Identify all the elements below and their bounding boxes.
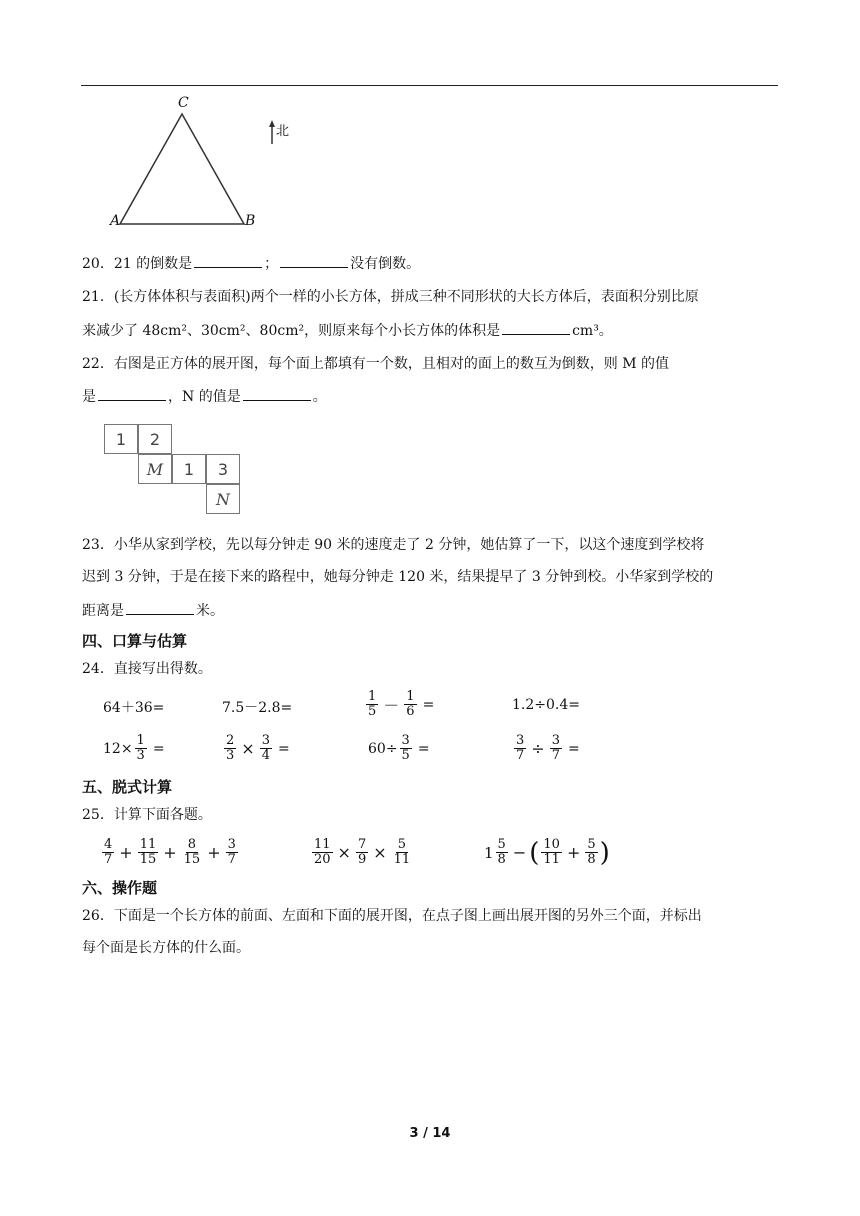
section-6-title: 六、操作题 <box>82 879 158 897</box>
oral-item-1: 64＋36= <box>103 700 165 716</box>
fraction: $\frac{11}{20}$ <box>314 837 331 867</box>
vertex-c-label: C <box>178 95 189 111</box>
equals: = <box>567 740 580 757</box>
question-23-line-3 <box>82 600 224 621</box>
fraction: $\frac{10}{11}$ <box>543 837 560 867</box>
equals: = <box>277 740 290 757</box>
net-face: 2 <box>138 424 172 454</box>
q21-unit: cm³。 <box>572 323 613 339</box>
answer-blank[interactable] <box>126 600 194 615</box>
fraction: $\frac{3}{7}$ <box>516 733 525 763</box>
calc-expression-1 <box>100 838 240 867</box>
net-face-n: N <box>206 484 240 514</box>
net-face: 3 <box>206 454 240 484</box>
fraction: $\frac{8}{15}$ <box>183 837 201 867</box>
equals: = <box>417 740 430 757</box>
question-23-line-2: 迟到 3 分钟，于是在接下来的路程中，她每分钟走 120 米，结果提早了 3 分钟到校。小华家到学校的 <box>82 569 714 585</box>
q20-text-1: 20．21 的倒数是 <box>82 256 193 272</box>
fraction: $\frac{5}{8}$ <box>497 837 506 867</box>
question-20 <box>82 253 420 274</box>
operator: − <box>512 843 527 862</box>
q23-unit: 米。 <box>196 603 224 619</box>
fraction: $\frac{3}{7}$ <box>551 733 560 763</box>
triangle-figure <box>104 94 304 234</box>
oral-item-6 <box>222 734 290 763</box>
q20-sep: ； <box>264 256 279 272</box>
oral-item-3 <box>364 690 434 719</box>
fraction: $\frac{7}{9}$ <box>357 837 367 867</box>
q22-text-3: 。 <box>312 389 327 405</box>
q22-text-1: 是 <box>82 389 96 405</box>
q20-text-2: 没有倒数。 <box>350 256 421 272</box>
fraction: $\frac{4}{7}$ <box>104 837 113 867</box>
calc-expression-3 <box>484 838 610 867</box>
question-26-line-2: 每个面是长方体的什么面。 <box>82 940 250 956</box>
right-paren: ) <box>599 837 610 868</box>
section-4-title: 四、口算与估算 <box>82 632 188 650</box>
question-21-line-2 <box>82 320 613 341</box>
oral-item-2: 7.5－2.8= <box>222 700 293 716</box>
whole-number: 1 <box>484 843 494 862</box>
fraction: $\frac{1}{6}$ <box>406 689 415 719</box>
operator: － <box>383 696 400 715</box>
q23-text: 距离是 <box>82 603 124 619</box>
question-22-line-1: 22．右图是正方体的展开图，每个面上都填有一个数，且相对的面上的数互为倒数，则 M 的值 <box>82 356 670 372</box>
fraction: $\frac{1}{3}$ <box>136 733 145 763</box>
north-arrowhead-icon <box>269 120 275 127</box>
question-21-line-1: 21．(长方体体积与表面积)两个一样的小长方体，拼成三种不同形状的大长方体后，表面积分别比原 <box>82 289 699 305</box>
net-face: 1 <box>104 424 138 454</box>
operator: × <box>337 843 351 862</box>
oral-item-8 <box>512 734 580 763</box>
operator: × <box>241 739 255 758</box>
net-face-m: M <box>138 454 172 484</box>
section-5-title: 五、脱式计算 <box>82 778 173 796</box>
fraction: $\frac{11}{15}$ <box>139 837 157 867</box>
question-26-line-1: 26．下面是一个长方体的前面、左面和下面的展开图，在点子图上画出展开图的另外三个面，并标出 <box>82 908 702 924</box>
equals: = <box>152 740 165 757</box>
fraction: $\frac{2}{3}$ <box>226 733 235 763</box>
operator: × <box>373 843 387 862</box>
vertex-b-label: B <box>245 213 256 229</box>
question-22-line-2 <box>82 386 327 407</box>
oral-item-7 <box>368 734 430 763</box>
operator: ÷ <box>531 739 545 758</box>
answer-blank[interactable] <box>502 320 570 335</box>
answer-blank[interactable] <box>243 386 311 401</box>
vertex-a-label: A <box>110 213 121 229</box>
operator: + <box>119 843 133 862</box>
fraction: $\frac{3}{5}$ <box>401 733 410 763</box>
fraction: $\frac{1}{5}$ <box>368 689 377 719</box>
oral-item-4: 1.2÷0.4= <box>512 697 580 713</box>
header-rule <box>81 85 778 86</box>
fraction: $\frac{3}{7}$ <box>227 837 236 867</box>
page-number: 3 / 14 <box>409 1126 451 1141</box>
oral-item-5 <box>103 734 165 763</box>
triangle-abc <box>120 114 244 224</box>
operator: + <box>163 843 177 862</box>
fraction: $\frac{3}{4}$ <box>261 733 270 763</box>
left-paren: ( <box>529 837 540 868</box>
fraction: $\frac{5}{8}$ <box>587 837 596 867</box>
operator: + <box>207 843 221 862</box>
answer-blank[interactable] <box>194 253 262 268</box>
question-25: 25．计算下面各题。 <box>82 807 212 823</box>
operator: + <box>566 843 581 862</box>
answer-blank[interactable] <box>280 253 348 268</box>
net-face: 1 <box>172 454 206 484</box>
north-label: 北 <box>276 124 290 139</box>
question-24: 24．直接写出得数。 <box>82 661 212 677</box>
q21-text: 来减少了 48cm²、30cm²、80cm²，则原来每个小长方体的体积是 <box>82 323 501 339</box>
q22-text-2: ，N 的值是 <box>168 389 241 405</box>
answer-blank[interactable] <box>98 386 166 401</box>
calc-expression-2 <box>310 838 414 867</box>
equals: = <box>422 696 435 713</box>
question-23-line-1: 23．小华从家到学校，先以每分钟走 90 米的速度走了 2 分钟，她估算了一下，以这个速度到学校将 <box>82 537 705 553</box>
expr-prefix: 12× <box>103 740 133 757</box>
expr-prefix: 60÷ <box>368 740 398 757</box>
fraction: $\frac{5}{11}$ <box>393 837 411 867</box>
